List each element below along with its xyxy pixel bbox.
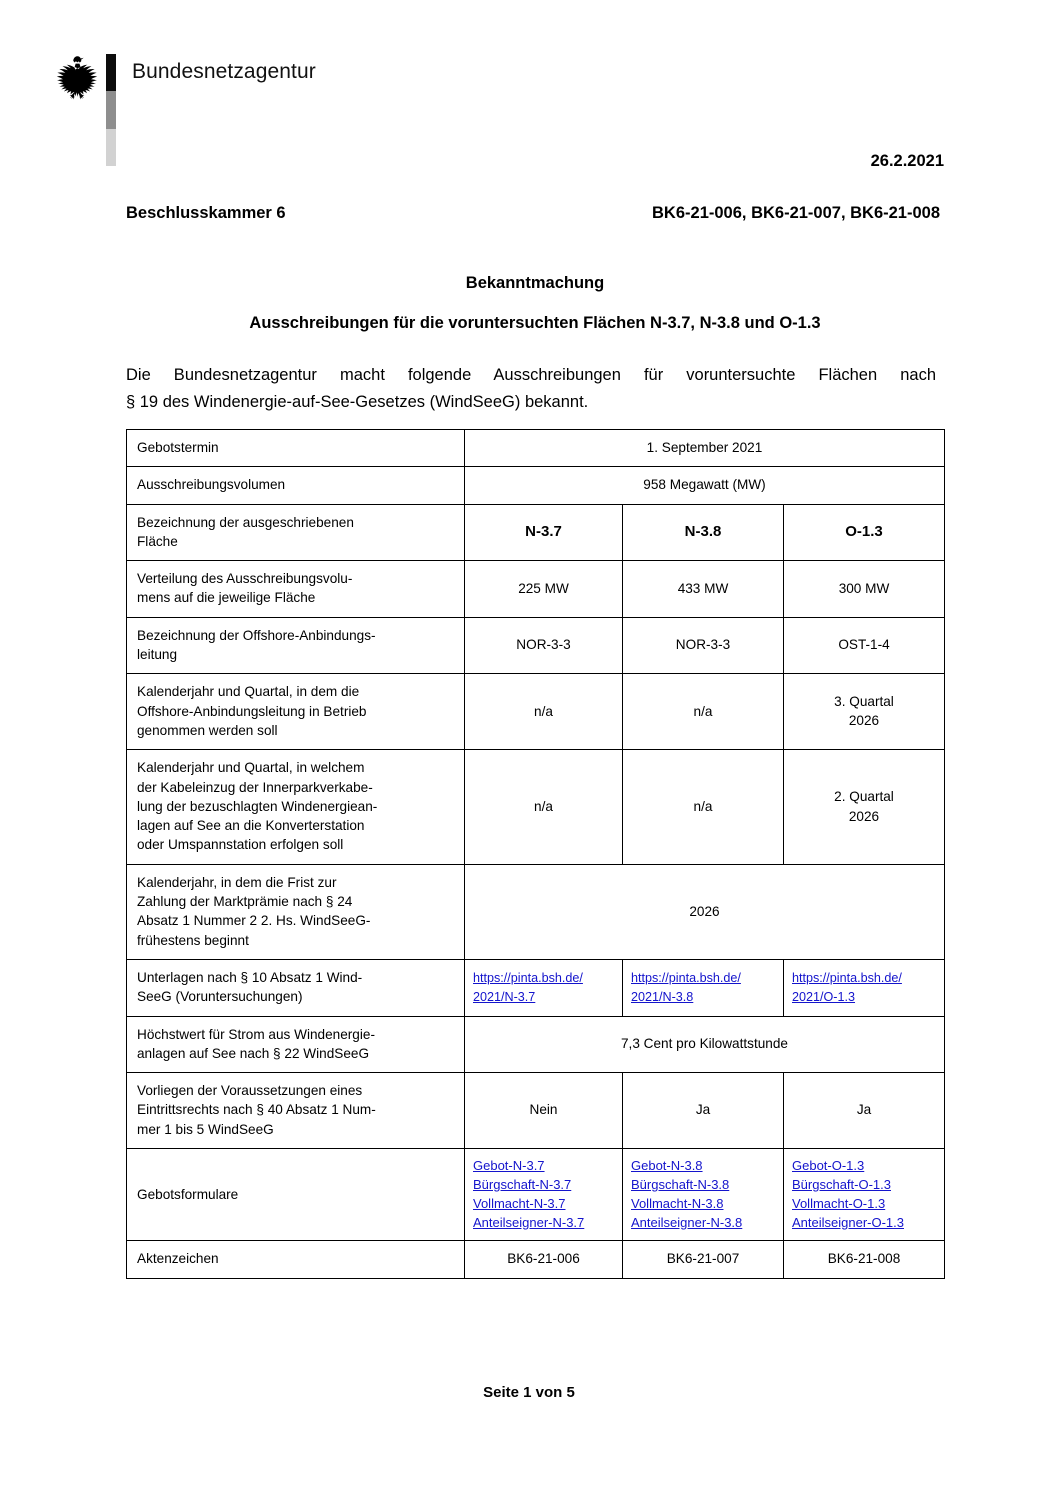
table-row (127, 1016, 945, 1073)
row-links-formulare-o13 (784, 1149, 945, 1241)
table-row (127, 467, 945, 504)
link-gebot-n37[interactable]: Gebot-N-3.7 (473, 1158, 545, 1174)
row-value-anbindung-n37: NOR-3-3 (465, 617, 623, 674)
intro-line-1: Die Bundesnetzagentur macht folgende Ausschreibungen für voruntersuchte Flächen nach (126, 366, 936, 384)
row-value-aktenzeichen-o13: BK6-21-008 (784, 1241, 945, 1278)
row-label-verteilung (127, 561, 465, 618)
link-anteilseigner-o13[interactable]: Anteilseigner-O-1.3 (792, 1214, 904, 1230)
row-value-anbindung-n38: NOR-3-3 (623, 617, 784, 674)
label-line: Kalenderjahr und Quartal, in dem die (137, 684, 360, 700)
table-row (127, 674, 945, 750)
link-buergschaft-o13[interactable]: Bürgschaft-O-1.3 (792, 1176, 891, 1192)
label-line: Fläche (137, 533, 178, 549)
value-line: 2026 (848, 713, 880, 729)
link-anteilseigner-n37[interactable]: Anteilseigner-N-3.7 (473, 1214, 585, 1230)
federal-eagle-icon (54, 54, 100, 106)
row-label-kabeleinzug (127, 750, 465, 864)
row-value-inbetriebnahme-n37: n/a (465, 674, 623, 750)
row-links-unterlagen-o13 (784, 959, 945, 1016)
link-vollmacht-n38[interactable]: Vollmacht-N-3.8 (631, 1195, 724, 1211)
table-row (127, 959, 945, 1016)
case-numbers: BK6-21-006, BK6-21-007, BK6-21-008 (652, 204, 940, 222)
link-anteilseigner-n38[interactable]: Anteilseigner-N-3.8 (631, 1214, 743, 1230)
row-value-eintrittsrecht-o13: Ja (784, 1073, 945, 1149)
tender-details-table (126, 429, 945, 1279)
row-links-formulare-n38 (623, 1149, 784, 1241)
label-line: Absatz 1 Nummer 2 2. Hs. WindSeeG- (137, 913, 371, 929)
table-row (127, 1073, 945, 1149)
label-line: Vorliegen der Voraussetzungen eines (137, 1083, 363, 1099)
row-label-inbetriebnahme (127, 674, 465, 750)
row-label-ausschreibungsvolumen: Ausschreibungsvolumen (127, 467, 465, 504)
label-line: Kalenderjahr und Quartal, in welchem (137, 760, 365, 776)
row-links-unterlagen-n37 (465, 959, 623, 1016)
row-value-marktpraemie: 2026 (465, 864, 945, 959)
german-flag-bar-icon (106, 54, 116, 166)
row-value-inbetriebnahme-n38: n/a (623, 674, 784, 750)
label-line: mens auf die jeweilige Fläche (137, 590, 316, 606)
row-label-hoechstwert (127, 1016, 465, 1073)
table-row (127, 561, 945, 618)
row-label-marktpraemie (127, 864, 465, 959)
flag-segment-gray (106, 91, 116, 128)
label-line: Eintrittsrechts nach § 40 Absatz 1 Num- (137, 1102, 376, 1118)
row-value-eintrittsrecht-n38: Ja (623, 1073, 784, 1149)
row-value-hoechstwert: 7,3 Cent pro Kilowattstunde (465, 1016, 945, 1073)
link-pinta-n38-part2[interactable]: 2021/N-3.8 (631, 989, 694, 1004)
label-line: lung der bezuschlagten Windenergiean- (137, 798, 378, 814)
row-value-verteilung-o13: 300 MW (784, 561, 945, 618)
flag-segment-black (106, 54, 116, 91)
label-line: Bezeichnung der Offshore-Anbindungs- (137, 627, 376, 643)
table-row (127, 504, 945, 561)
link-pinta-o13-part1[interactable]: https://pinta.bsh.de/ (792, 971, 902, 986)
row-value-flaeche-o13: O-1.3 (784, 504, 945, 561)
table-row (127, 430, 945, 467)
label-line: anlagen auf See nach § 22 WindSeeG (137, 1045, 370, 1061)
value-line: 3. Quartal (834, 694, 894, 710)
link-buergschaft-n38[interactable]: Bürgschaft-N-3.8 (631, 1176, 730, 1192)
row-label-unterlagen (127, 959, 465, 1016)
intro-paragraph (126, 362, 936, 415)
intro-line-2: § 19 des Windenergie-auf-See-Gesetzes (WindSeeG) bekannt. (126, 392, 589, 411)
row-label-gebotstermin: Gebotstermin (127, 430, 465, 467)
label-line: Offshore-Anbindungsleitung in Betrieb (137, 703, 367, 719)
page-subtitle: Ausschreibungen für die voruntersuchten Flächen N-3.7, N-3.8 und O-1.3 (249, 314, 821, 332)
label-line: Verteilung des Ausschreibungsvolu- (137, 571, 353, 587)
table-row (127, 750, 945, 864)
label-line: oder Umspannstation erfolgen soll (137, 837, 344, 853)
decision-chamber: Beschlusskammer 6 (126, 204, 286, 222)
flag-segment-light (106, 129, 116, 166)
label-line: der Kabeleinzug der Innerparkverkabe- (137, 779, 373, 795)
bundesnetzagentur-logo (52, 50, 472, 170)
link-pinta-n38-part1[interactable]: https://pinta.bsh.de/ (631, 971, 741, 986)
row-label-anbindungsleitung (127, 617, 465, 674)
link-gebot-o13[interactable]: Gebot-O-1.3 (792, 1158, 865, 1174)
row-value-kabeleinzug-o13 (784, 750, 945, 864)
label-line: Bezeichnung der ausgeschriebenen (137, 514, 354, 530)
label-line: leitung (137, 647, 178, 663)
table-row (127, 1149, 945, 1241)
link-vollmacht-n37[interactable]: Vollmacht-N-3.7 (473, 1195, 566, 1211)
label-line: Höchstwert für Strom aus Windenergie- (137, 1026, 375, 1042)
value-line: 2026 (848, 808, 880, 824)
link-pinta-n37-part1[interactable]: https://pinta.bsh.de/ (473, 971, 583, 986)
link-pinta-o13-part2[interactable]: 2021/O-1.3 (792, 989, 856, 1004)
label-line: lagen auf See an die Konverterstation (137, 818, 365, 834)
row-label-flaeche (127, 504, 465, 561)
row-value-flaeche-n38: N-3.8 (623, 504, 784, 561)
row-value-aktenzeichen-n38: BK6-21-007 (623, 1241, 784, 1278)
row-value-kabeleinzug-n37: n/a (465, 750, 623, 864)
link-buergschaft-n37[interactable]: Bürgschaft-N-3.7 (473, 1176, 572, 1192)
row-value-kabeleinzug-n38: n/a (623, 750, 784, 864)
row-value-aktenzeichen-n37: BK6-21-006 (465, 1241, 623, 1278)
label-line: SeeG (Voruntersuchungen) (137, 989, 303, 1005)
link-gebot-n38[interactable]: Gebot-N-3.8 (631, 1158, 703, 1174)
label-line: genommen werden soll (137, 722, 278, 738)
row-value-verteilung-n37: 225 MW (465, 561, 623, 618)
value-line: 2. Quartal (834, 789, 894, 805)
page-title: Bekanntmachung (465, 274, 605, 292)
row-links-formulare-n37 (465, 1149, 623, 1241)
label-line: Unterlagen nach § 10 Absatz 1 Wind- (137, 969, 363, 985)
label-line: Kalenderjahr, in dem die Frist zur (137, 874, 337, 890)
link-pinta-n37-part2[interactable]: 2021/N-3.7 (473, 989, 536, 1004)
row-label-eintrittsrecht (127, 1073, 465, 1149)
decision-chamber-row (126, 204, 944, 223)
table-row (127, 1241, 945, 1278)
row-links-unterlagen-n38 (623, 959, 784, 1016)
row-label-aktenzeichen: Aktenzeichen (127, 1241, 465, 1278)
agency-wordmark: Bundesnetzagentur (132, 60, 316, 83)
row-value-ausschreibungsvolumen: 958 Megawatt (MW) (465, 467, 945, 504)
row-value-verteilung-n38: 433 MW (623, 561, 784, 618)
row-value-inbetriebnahme-o13 (784, 674, 945, 750)
table-row (127, 617, 945, 674)
link-vollmacht-o13[interactable]: Vollmacht-O-1.3 (792, 1195, 886, 1211)
row-label-gebotsformulare: Gebotsformulare (127, 1149, 465, 1241)
row-value-flaeche-n37: N-3.7 (465, 504, 623, 561)
label-line: Zahlung der Marktprämie nach § 24 (137, 894, 353, 910)
document-date: 26.2.2021 (870, 152, 944, 170)
label-line: mer 1 bis 5 WindSeeG (137, 1121, 274, 1137)
table-row (127, 864, 945, 959)
row-value-gebotstermin: 1. September 2021 (465, 430, 945, 467)
label-line: frühestens beginnt (137, 932, 249, 948)
page-footer: Seite 1 von 5 (483, 1384, 575, 1401)
row-value-eintrittsrecht-n37: Nein (465, 1073, 623, 1149)
row-value-anbindung-o13: OST-1-4 (784, 617, 945, 674)
